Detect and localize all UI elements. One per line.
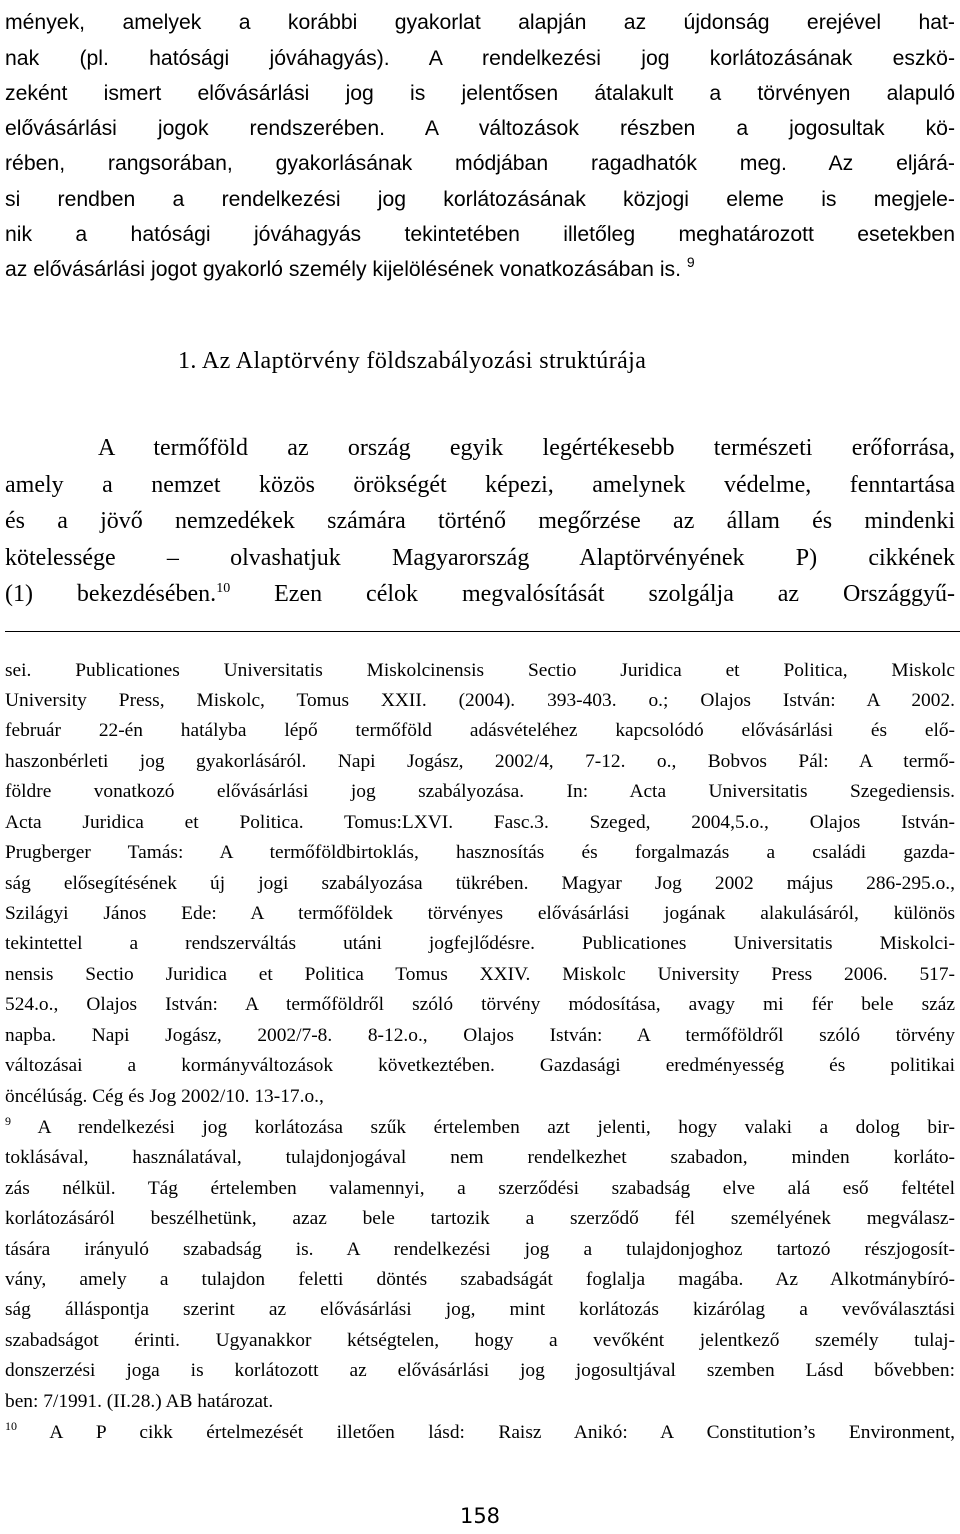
footnote-9-text: A rendelkezési jog korlátozása szűk értelemben azt jelenti, hogy valaki a dolog bir- (37, 1117, 955, 1138)
footnote-9-line: ben: 7/1991. (II.28.) AB határozat. (5, 1391, 274, 1412)
footnote-number-9: 9 (5, 1114, 11, 1128)
footnote-9-line: szabadságot érinti. Ugyanakkor kétségtelen, hogy a vevőként jelentkező személy tulaj- (5, 1330, 955, 1351)
footnote-9-text-wrap (5, 1114, 955, 1138)
body-text-segment: (1) bekezdésében. (5, 581, 217, 607)
footnote-line: február 22-én hatályba lépő termőföld adásvételéhez kapcsolódó elővásárlási és elő- (5, 720, 955, 741)
section-heading: 1. Az Alaptörvény földszabályozási struktúrája (178, 348, 647, 374)
footnote-reference-10: 10 (216, 581, 231, 596)
footnote-9-line: vány, amely a tulajdon feletti döntés szabadságát foglalja magába. Az Alkotmánybíró- (5, 1269, 955, 1290)
body-text-segment: Ezen célok megvalósítását szolgálja az Országgyű- (274, 581, 955, 607)
footnote-line: University Press, Miskolc, Tomus XXII. (2004). 393-403. o.; Olajos István: A 2002. (5, 690, 955, 711)
body-paragraph-line: A termőföld az ország egyik legértékesebb természeti erőforrása, (98, 435, 955, 461)
footnote-line: Acta Juridica et Politica. Tomus:LXVI. Fasc.3. Szeged, 2004,5.o., Olajos István- (5, 812, 955, 833)
footnote-line: haszonbérleti jog gyakorlásáról. Napi Jogász, 2002/4, 7-12. o., Bobvos Pál: A termő- (5, 751, 955, 772)
footnote-line: tekintettel a rendszerváltás utáni jogfejlődésre. Publicationes Universitatis Miskolci- (5, 933, 955, 954)
body-paragraph-line: rében, rangsorában, gyakorlásának módjában ragadhatók meg. Az eljárá- (5, 152, 955, 175)
footnote-number-10: 10 (5, 1419, 17, 1433)
footnote-10-line (5, 1421, 955, 1445)
body-paragraph-line: nak (pl. hatósági jóváhagyás). A rendelkezési jog korlátozásának eszkö- (5, 47, 955, 70)
footnote-line: változásai a kormányváltozások következtében. Gazdasági eredményesség és politikai (5, 1055, 955, 1076)
footnote-line: 524.o., Olajos István: A termőföldről szóló törvény módosítása, avagy mi fér bele száz (5, 994, 955, 1015)
body-paragraph-line: nik a hatósági jóváhagyás tekintetében illetőleg meghatározott esetekben (5, 223, 955, 246)
body-paragraph-line (5, 256, 955, 284)
footnote-10-text-wrap (5, 1419, 955, 1443)
footnote-line: sei. Publicationes Universitatis Miskolcinensis Sectio Juridica et Politica, Miskolc (5, 660, 955, 681)
body-paragraph-line (5, 580, 955, 608)
footnote-reference-9: 9 (686, 254, 695, 270)
footnote-line: földre vonatkozó elővásárlási jog szabályozása. In: Acta Universitatis Szegediensis. (5, 781, 955, 802)
footnote-9-line: donszerzési joga is korlátozott az elővásárlási jog jogosultjával szemben Lásd bővebben: (5, 1360, 955, 1381)
body-paragraph-line: si rendben a rendelkezési jog korlátozásának közjogi eleme is megjele- (5, 188, 955, 211)
footnote-9-line: ság álláspontja szerint az elővásárlási jog, mint korlátozás kizárólag a vevőválasztási (5, 1299, 955, 1320)
document-page (5, 0, 955, 1534)
body-paragraph-line: elővásárlási jogok rendszerében. A változások részben a jogosultak kö- (5, 117, 955, 140)
footnote-line: Prugberger Tamás: A termőföldbirtoklás, hasznosítás és forgalmazás a családi gazda- (5, 842, 955, 863)
body-paragraph-line: és a jövő nemzedékek számára történő megőrzése az állam és mindenki (5, 508, 955, 534)
body-paragraph-text (5, 581, 230, 607)
footnote-9-line: toklásával, használatával, tulajdonjogával nem rendelkezhet szabadon, minden korláto- (5, 1147, 955, 1168)
footnote-line: Szilágyi János Ede: A termőföldek törvényes elővásárlási jogának alakulásáról, különös (5, 903, 955, 924)
page-number: 158 (459, 1504, 501, 1528)
footnote-line: ság elősegítésének új jogi szabályozása tükrében. Magyar Jog 2002 május 286-295.o., (5, 873, 955, 894)
footnote-line: napba. Napi Jogász, 2002/7-8. 8-12.o., Olajos István: A termőföldről szóló törvény (5, 1025, 955, 1046)
footnote-line: öncélúság. Cég és Jog 2002/10. 13-17.o., (5, 1086, 324, 1107)
body-paragraph-line: mények, amelyek a korábbi gyakorlat alapján az újdonság erejével hat- (5, 11, 955, 34)
footnote-9-line: tására irányuló szabadság is. A rendelkezési jog a tulajdonjoghoz tartozó részjogosít- (5, 1239, 955, 1260)
body-paragraph-line: zeként ismert elővásárlási jog is jelentősen átalakult a törvényen alapuló (5, 82, 955, 105)
footnote-9-line: korlátozásáról beszélhetünk, azaz bele tartozik a szerződő fél személyének megválasz- (5, 1208, 955, 1229)
body-paragraph-text: az elővásárlási jogot gyakorló személy kijelölésének vonatkozásában is. (5, 258, 682, 281)
footnote-separator (5, 631, 960, 632)
body-paragraph-line: kötelessége – olvashatjuk Magyarország Alaptörvényének P) cikkének (5, 545, 955, 571)
footnote-9-line: zás nélkül. Tág értelemben valamennyi, a szerződési szabadság elve alá eső feltétel (5, 1178, 955, 1199)
body-paragraph-line: amely a nemzet közös örökségét képezi, amelynek védelme, fenntartása (5, 472, 955, 498)
footnote-10-text: A P cikk értelmezését illetően lásd: Raisz Anikó: A Constitution’s Environment, (49, 1422, 955, 1443)
footnote-line: nensis Sectio Juridica et Politica Tomus XXIV. Miskolc University Press 2006. 517- (5, 964, 955, 985)
footnote-9-line (5, 1116, 955, 1140)
